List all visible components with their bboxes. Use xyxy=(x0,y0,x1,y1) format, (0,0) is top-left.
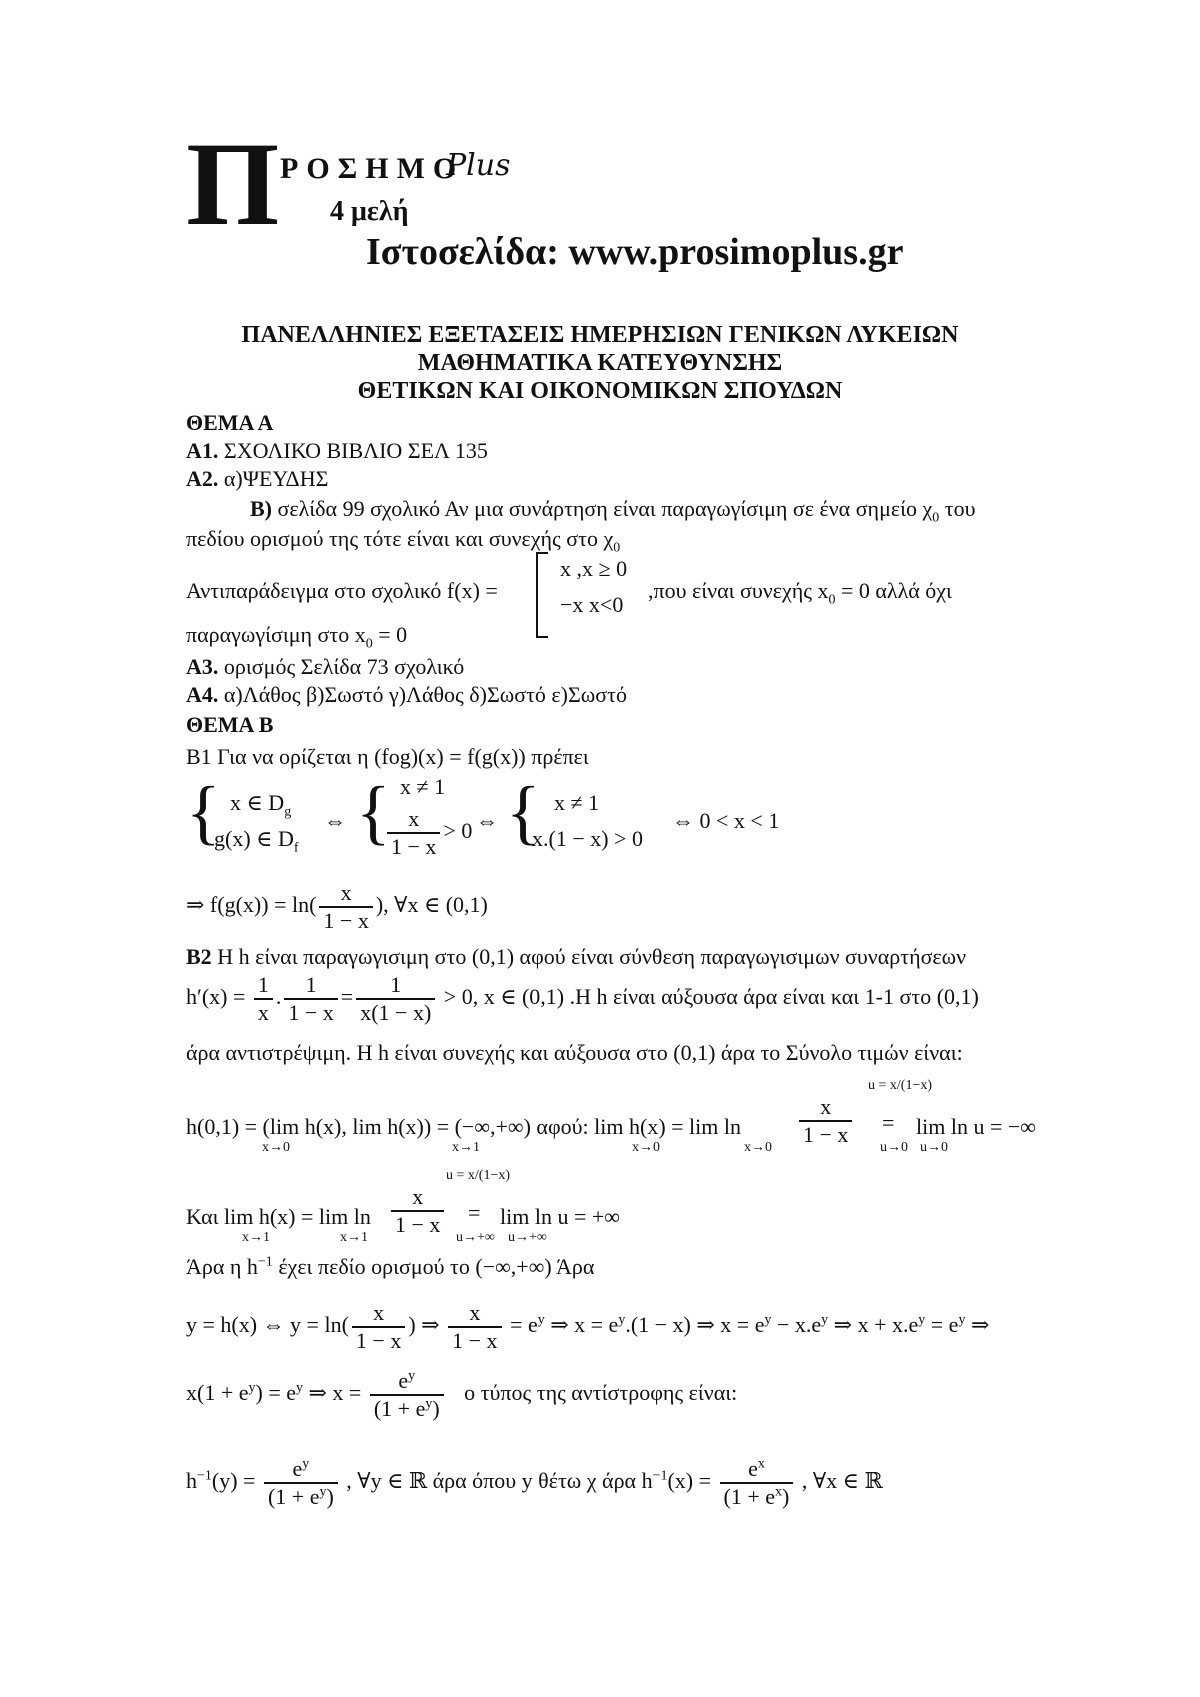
fg-fraction: $\frac{x}{1 - x}$ xyxy=(319,880,372,934)
a3-line: Α3. ορισμός Σελίδα 73 σχολικό xyxy=(186,654,465,679)
range-sub-4: x→0 xyxy=(744,1140,772,1155)
brace-1: { xyxy=(186,772,221,852)
exam-title-line3: ΘΕΤΙΚΩΝ ΚΑΙ ΟΙΚΟΝΟΜΙΚΩΝ ΣΠΟΥΔΩΝ xyxy=(357,378,843,404)
sys2-row1: x ≠ 1 xyxy=(400,774,446,799)
counterexample-line2: παραγωγίσιμη στο $x_0 = 0$ xyxy=(186,622,408,652)
deriv-frac-2: $\frac{1}{1 - x}$ xyxy=(284,972,337,1026)
kai-sub-4: u→+∞ xyxy=(508,1230,547,1245)
kai-sub-3: u→+∞ xyxy=(456,1230,495,1245)
sys-result: ⇔ 0 < x < 1 xyxy=(672,808,780,833)
iff-2: ⇔ xyxy=(476,808,498,833)
thema-a-heading: ΘΕΜΑ Α xyxy=(186,410,274,435)
a1-label: Α1. xyxy=(186,438,219,463)
logo-text: ΡΟΣΗΜΟ xyxy=(280,152,465,185)
domain-line: Άρα η $h^{-1}$ έχει πεδίο ορισμού το (−∞,+∞) Άρα xyxy=(186,1254,595,1279)
x-solution-line: $x(1 + e^y) = e^y$ ⇒ x = $\frac{e^y}{(1 + e^y)}$ ο τύπος της αντίστροφης είναι: xyxy=(186,1368,738,1421)
sys2-fraction: $\frac{x}{1 - x}$ xyxy=(387,806,440,860)
sys3-row1: x ≠ 1 xyxy=(554,790,600,815)
a1-text: ΣΧΟΛΙΚΟ ΒΙΒΛΙΟ ΣΕΛ 135 xyxy=(223,438,488,463)
sys1-row1: x ∈ $D_g$ xyxy=(230,790,292,820)
logo-subtitle: 4 μελή xyxy=(330,196,409,227)
range-sub-6: u→0 xyxy=(920,1140,948,1155)
exam-title-line1: ΠΑΝΕΛΛΗΝΙΕΣ ΕΞΕΤΑΣΕΙΣ ΗΜΕΡΗΣΙΩΝ ΓΕΝΙΚΩΝ ΛΥΚΕΙΩΝ xyxy=(241,322,959,348)
inv-frac-1: $\frac{e^y}{(1 + e^y)}$ xyxy=(264,1456,338,1510)
kai-eq: = xyxy=(468,1200,481,1225)
solve-frac-1: $\frac{x}{1 - x}$ xyxy=(352,1300,405,1354)
range-sub-3: x→0 xyxy=(632,1140,660,1155)
range-sub-1: x→0 xyxy=(262,1140,290,1155)
subst-label-1: u = x/(1−x) xyxy=(868,1078,933,1093)
counterexample-post: ,που είναι συνεχής $x_0 = 0$ αλλά όχι xyxy=(648,578,952,608)
b-label: Β) xyxy=(250,496,272,521)
fg-line: ⇒ f(g(x)) = ln( $\frac{x}{1 - x}$ ), ∀x ∈ (0,1) xyxy=(186,880,488,933)
solve-line: y = h(x) ⇔ y = ln( $\frac{x}{1 - x}$ ) ⇒ $\frac{x}{1 - x}$ = $e^y$ ⇒ $x = e^y.(1 - x)$ ⇒ $x = e^y - x.e^y$ ⇒ $x + x.e^y = e^y$ ⇒ xyxy=(186,1300,990,1353)
brace-3: { xyxy=(506,772,541,852)
kai-sub-2: x→1 xyxy=(340,1230,368,1245)
thema-b-heading: ΘΕΜΑ Β xyxy=(186,712,274,737)
solve-frac-2: $\frac{x}{1 - x}$ xyxy=(448,1300,501,1354)
x-frac: $\frac{e^y}{(1 + e^y)}$ xyxy=(370,1368,444,1422)
kai-sub-1: x→1 xyxy=(242,1230,270,1245)
b-line1: Β) σελίδα 99 σχολικό Αν μια συνάρτηση είναι παραγωγίσιμη σε ένα σημείο $\chi_0$ του xyxy=(250,496,976,526)
exam-title-line2: ΜΑΘΗΜΑΤΙΚΑ ΚΑΤΕΥΘΥΝΣΗΣ xyxy=(417,350,783,376)
b-line2: πεδίου ορισμού της τότε είναι και συνεχής στο $\chi_0$ xyxy=(186,526,621,556)
piecewise-case2: −x x<0 xyxy=(560,592,624,617)
logo-plus: Plus xyxy=(446,148,511,183)
inv-frac-2: $\frac{e^x}{(1 + e^x)}$ xyxy=(720,1456,794,1510)
sys1-row2: g(x) ∈ $D_f$ xyxy=(214,826,299,856)
sys2-row2: $\frac{x}{1 - x}$ > 0 xyxy=(384,806,472,860)
range-lim-u: lim ln u = −∞ xyxy=(916,1114,1036,1139)
range-sub-5: u→0 xyxy=(880,1140,908,1155)
brace-2: { xyxy=(356,772,391,852)
a1-line xyxy=(186,438,488,464)
deriv-frac-1: $\frac{1}{x}$ xyxy=(254,972,273,1026)
a4-line: Α4. α)Λάθος β)Σωστό γ)Λάθος δ)Σωστό ε)Σωστό xyxy=(186,682,627,707)
counterexample-pre: Αντιπαράδειγμα στο σχολικό f(x) = xyxy=(186,578,498,603)
logo-pi: Π xyxy=(186,117,278,250)
kai-fraction: $\frac{x}{1 - x}$ xyxy=(388,1184,447,1238)
kai-lim-u: lim ln u = +∞ xyxy=(500,1204,620,1229)
piecewise-bracket xyxy=(536,552,548,638)
a2-text: α)ΨΕΥΔΗΣ xyxy=(223,466,329,491)
kai-line: Και lim h(x) = lim ln xyxy=(186,1204,371,1229)
range-fraction: $\frac{x}{1 - x}$ xyxy=(796,1094,855,1148)
piecewise-case1: x ,x ≥ 0 xyxy=(560,556,628,581)
range-line: h(0,1) = (lim h(x), lim h(x)) = (−∞,+∞) αφού: lim h(x) = lim ln xyxy=(186,1114,742,1139)
inverse-line: $h^{-1}(y)$ = $\frac{e^y}{(1 + e^y)}$ , ∀y ∈ ℝ άρα όπου y θέτω χ άρα $h^{-1}(x)$ = $\frac{e^x}{(1 + e^x)}$ , ∀x ∈ ℝ xyxy=(186,1456,883,1509)
b1-line: Β1 Για να ορίζεται η (fog)(x) = f(g(x)) πρέπει xyxy=(186,744,589,769)
subst-label-2: u = x/(1−x) xyxy=(446,1168,511,1183)
solve-rest: ⇒ $x = e^y.(1 - x)$ ⇒ $x = e^y - x.e^y$ ⇒ $x + x.e^y = e^y$ ⇒ xyxy=(550,1312,990,1338)
deriv-frac-3: $\frac{1}{x(1 - x)}$ xyxy=(356,972,435,1026)
derivative-line: h′(x) = $\frac{1}{x}$ . $\frac{1}{1 - x}$ = $\frac{1}{x(1 - x)}$ > 0, x ∈ (0,1) .Η h είναι αύξουσα άρα είναι και 1-1 στο (0,1) xyxy=(186,972,979,1025)
range-eq: = xyxy=(882,1110,895,1135)
website-line: Ιστοσελίδα: www.prosimoplus.gr xyxy=(366,231,904,273)
invertible-line: άρα αντιστρέψιμη. Η h είναι συνεχής και αύξουσα στο (0,1) άρα το Σύνολο τιμών είναι: xyxy=(186,1040,963,1065)
b2-line: Β2 Η h είναι παραγωγισιμη στο (0,1) αφού είναι σύνθεση παραγωγισιμων συναρτήσεων xyxy=(186,944,967,969)
range-sub-2: x→1 xyxy=(452,1140,480,1155)
sys3-row2: x.(1 − x) > 0 xyxy=(532,826,643,851)
a2-line xyxy=(186,466,328,492)
a2-label: Α2. xyxy=(186,466,219,491)
iff-1: ⇔ xyxy=(324,808,346,833)
